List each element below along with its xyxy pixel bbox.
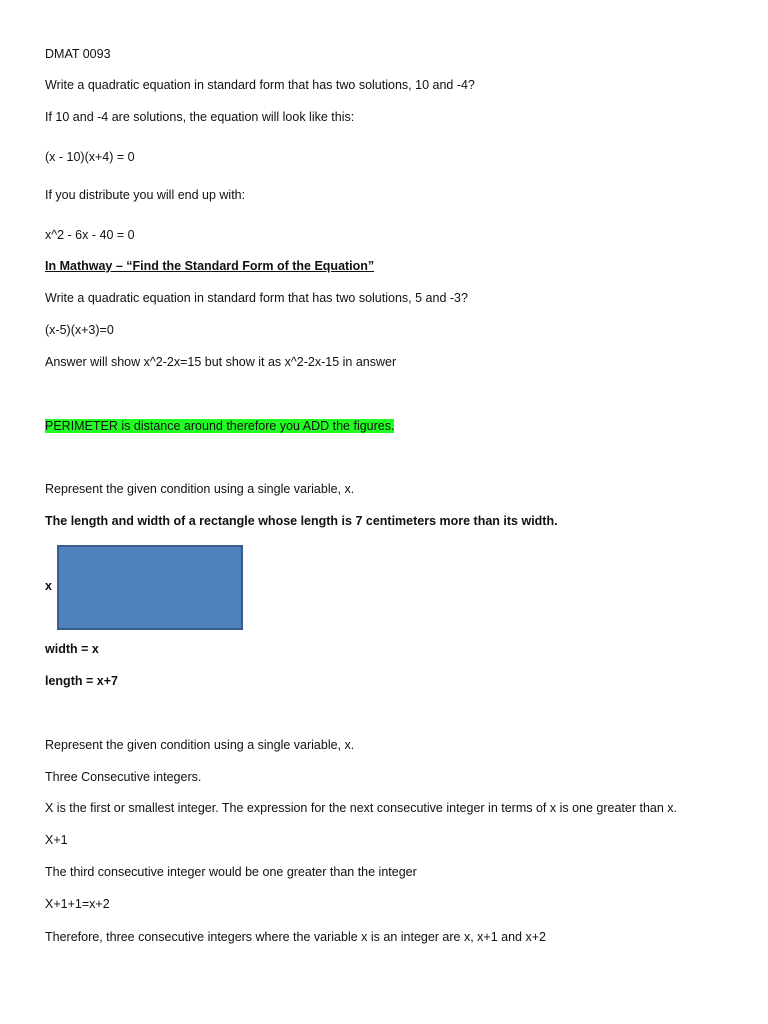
conclusion: Therefore, three consecutive integers where the variable x is an integer are x, x+1 and x+2 [45,930,546,944]
length-label: length = x+7 [45,674,118,688]
x-plus-1: X+1 [45,833,68,847]
question-1-factored: (x - 10)(x+4) = 0 [45,150,135,164]
perimeter-note: PERIMETER is distance around therefore you ADD the figures. [45,419,395,433]
rectangle-side-label: x [45,579,52,593]
question-2-factored: (x-5)(x+3)=0 [45,323,114,337]
doc-title: DMAT 0093 [45,47,111,61]
third-integer-explanation: The third consecutive integer would be one greater than the integer [45,865,417,879]
perimeter-note-line [45,418,394,434]
question-1: Write a quadratic equation in standard form that has two solutions, 10 and -4? [45,78,475,92]
width-label: width = x [45,642,99,656]
consecutive-explanation: X is the first or smallest integer. The expression for the next consecutive integer in terms of x is one greater than x. [45,801,678,815]
x-plus-2: X+1+1=x+2 [45,897,110,911]
question-1-intro: If 10 and -4 are solutions, the equation will look like this: [45,110,355,124]
distribute-intro: If you distribute you will end up with: [45,188,246,202]
question-1-result: x^2 - 6x - 40 = 0 [45,228,135,242]
rectangle-problem: The length and width of a rectangle whose length is 7 centimeters more than its width. [45,514,558,528]
question-2: Write a quadratic equation in standard form that has two solutions, 5 and -3? [45,291,468,305]
represent-condition-1: Represent the given condition using a single variable, x. [45,482,355,496]
represent-condition-2: Represent the given condition using a single variable, x. [45,738,355,752]
mathway-heading: In Mathway – “Find the Standard Form of the Equation” [45,259,375,273]
rectangle-figure [57,545,243,630]
consecutive-heading: Three Consecutive integers. [45,770,202,784]
question-2-answer-note: Answer will show x^2-2x=15 but show it as x^2-2x-15 in answer [45,355,397,369]
